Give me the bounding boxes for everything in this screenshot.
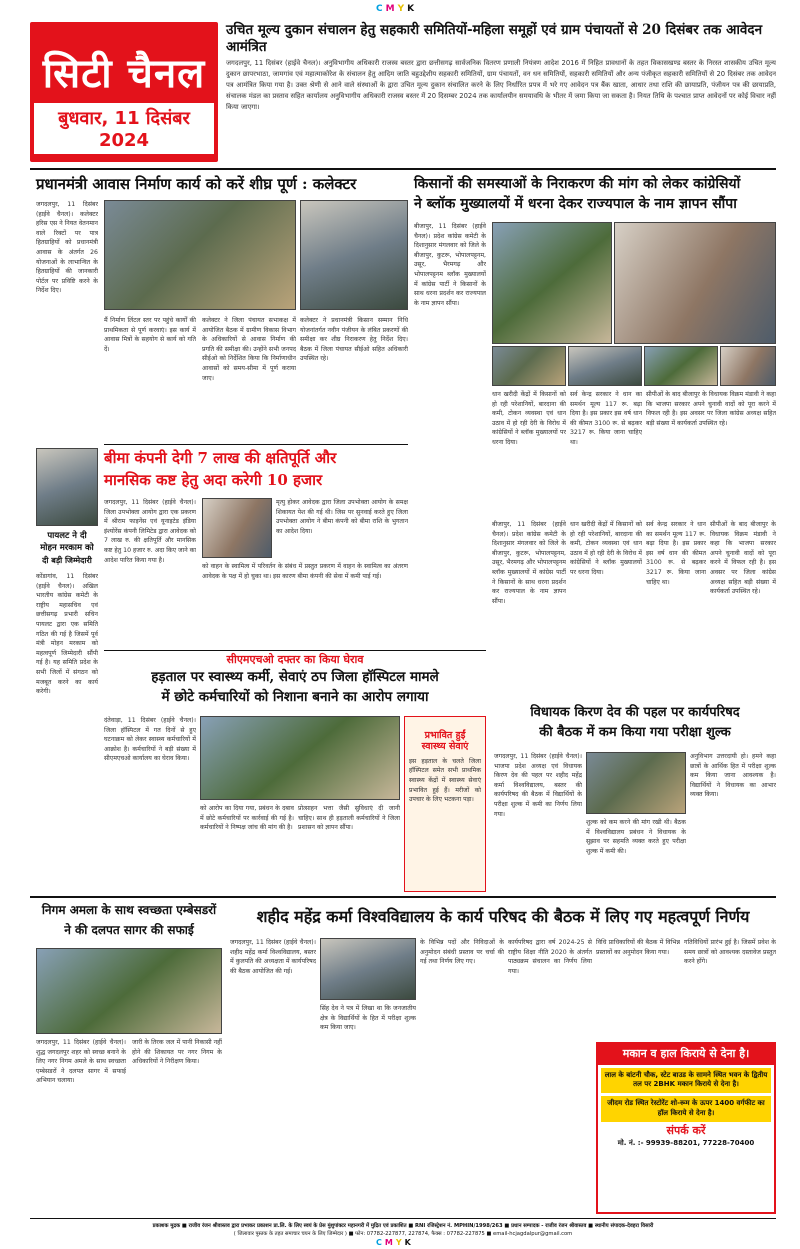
- congress-photo-2: [614, 222, 776, 344]
- congress-col4: सीपीओं के बाद बीजापुर के विधायक विक्रम मंडावी ने कहा कि भाजपा सरकार अपने चुनावी वादों को पूरा करने में विफल रही है। इस अवसर पर जिला कांग्रेस अध्यक्ष सहित बड़ी संख्या में कार्यकर्ता उपस्थित रहे।: [646, 391, 776, 427]
- cmho-col3: प्रोत्साहन भत्ता जैसी सुविधाएं दी जानी चाहिए। साथ ही हड़ताली कर्मचारियों ने जिला प्रशासन को ज्ञापन सौंपा।: [298, 805, 400, 832]
- insurance-photo: [202, 498, 272, 558]
- top-story-headline: उचित मूल्य दुकान संचालन हेतु सहकारी समितियों-महिला समूहों एवं ग्राम पंचायतों से 20 दिसंबर तक आवेदन आमंत्रित: [226, 22, 763, 55]
- cmyk-bottom-mark: CMYK: [376, 1238, 414, 1247]
- congress-photo-6: [720, 346, 776, 386]
- pmay-photo: [104, 200, 296, 310]
- cleanliness-photo: [36, 948, 222, 1034]
- cleanliness-headline-1: निगम अमला के साथ स्वच्छता एम्बेसडरों: [41, 903, 217, 917]
- divider: [30, 896, 776, 898]
- cmho-photo: [200, 716, 400, 800]
- congress-col8: सीपीओं के बाद बीजापुर के विधायक विक्रम मंडावी ने कहा कि भाजपा सरकार अपने चुनावी वादों को पूरा करने में विफल रही है। इस अवसर पर जिला कांग्रेस अध्यक्ष सहित बड़ी संख्या में कार्यकर्ता उपस्थित रहे।: [710, 521, 776, 596]
- university-col5: विधि प्राधिकारियों की बैठक में विभिन्न प्रस्तावों का अनुमोदन किया गया।: [596, 939, 680, 956]
- exam-photo: [586, 752, 686, 814]
- cmho-box-title-1: प्रभावित हुईं: [424, 730, 466, 741]
- cmho-box: [404, 716, 486, 892]
- insurance-col1: जगदलपुर, 11 दिसंबर (हाईवे चैनल)। जिला उपभोक्ता आयोग द्वारा एक प्रकरण में श्रीराम फाइनेंस एवं यूनाइटेड इंडिया इंश्योरेंस कंपनी लिमिटेड द्वारा आवेदक को 7 लाख रु. की क्षतिपूर्ति और मानसिक कष्ट हेतु 10 हजार रु. अदा किए जाने का आदेश पारित किया गया है।: [104, 499, 196, 564]
- exam-col2: शुल्क को कम करने की मांग रखी थी। बैठक में विश्वविद्यालय प्रबंधन ने विधायक के सुझाव पर सहमति व्यक्त करते हुए परीक्षा शुल्क में कमी की।: [586, 819, 686, 855]
- congress-headline-2: ने ब्लॉक मुख्यालयों में धरना देकर राज्यपाल के नाम ज्ञापन सौंपा: [414, 196, 737, 212]
- cmho-headline-1: हड़ताल पर स्वास्थ्य कर्मी, सेवाएं ठप जिला हॉस्पिटल मामले: [151, 669, 439, 685]
- exam-col1: जगदलपुर, 11 दिसंबर (हाईवे चैनल)। भाजपा प्रदेश अध्यक्ष एवं विधायक किरण देव की पहल पर शहीद महेंद्र कर्मा विश्वविद्यालय, बस्तर की कार्यपरिषद की बैठक में विद्यार्थियों के परीक्षा शुल्क में कमी का निर्णय लिया गया।: [494, 753, 582, 818]
- congress-col5: बीजापुर, 11 दिसंबर (हाईवे चैनल)। प्रदेश कांग्रेस कमेटी के दिशानुसार मंगलवार को जिले के बीजापुर, कुटरू, भोपालपट्टनम, उसूर, भैरमगढ़ और भोपालपट्टनम ब्लॉक मुख्यालयों में कांग्रेस पार्टी ने किसानों के साथ धरना प्रदर्शन कर राज्यपाल के नाम ज्ञापन सौंपा।: [492, 521, 566, 605]
- profile-caption-1: पायलट ने दी: [47, 531, 87, 541]
- university-col2: सिंह देव ने पत्र में लिखा था कि जनजातीय क्षेत्र के विद्यार्थियों के हित में परीक्षा शुल्क कम किया जाए।: [320, 1005, 416, 1032]
- insurance-col3: को वाहन के स्वामित्व में परिवर्तन के संबंध में प्रस्तुत प्रकरण में वाहन के स्वामित्व का अंतरण आवेदक के पक्ष में हो चुका था। इस कारण बीमा कंपनी की सेवा में कमी पाई गई।: [202, 563, 408, 580]
- pmay-col2: मैं निर्माण लिंटल स्तर पर पहुंचे कार्यों की प्राथमिकता से पूर्ण करवाएं। इस कार्य में आवास मित्रों के सहयोग से कार्य को गति दें।: [104, 317, 196, 353]
- congress-col7: सर्व केन्द्र सरकार ने धान का समर्थन मूल्य 117 रू. बढ़ा दिया है। इस प्रकार इस वर्ष धान की कीमत 3100 रू. से बढ़कर 3217 रू. किया जाना चाहिए था।: [646, 521, 706, 586]
- university-photo: [320, 938, 416, 1000]
- pmay-col3: कलेक्टर ने जिला पंचायत सभाकक्ष में आयोजित बैठक में ग्रामीण विकास विभाग के अधिकारियों से आवास निर्माण की प्रगति की समीक्षा की। उन्होंने सभी जनपद सीईओ को निर्देशित किया कि निर्माणाधीन आवासों को समय-सीमा में पूर्ण कराया जाए।: [202, 317, 296, 382]
- cleanliness-col2: जारी के तिरक जल में पानी निकासी नहीं होने की शिकायत पर नगर निगम के अधिकारियों ने निरीक्षण किया।: [132, 1039, 222, 1066]
- classified-line-2: जीदम रोड स्थित रेस्टोरेंट शो-रूम के ऊपर 1400 वर्गफीट का हॉल किराये से देना है।: [601, 1096, 771, 1122]
- classified-contact: मो. नं. :- 99939-88201, 77228-70400: [617, 1139, 755, 1148]
- profile-caption-2: मोहन मरकाम को: [40, 543, 94, 553]
- pmay-col4: कलेक्टर ने प्रधानमंत्री किसान सम्मान निधि योजनांतर्गत नवीन पंजीयन के लंबित प्रकरणों की समीक्षा कर शीघ्र निराकरण हेतु निर्देश दिए। बैठक में जिला पंचायत सीईओ सहित अधिकारी उपस्थित रहे।: [300, 317, 408, 363]
- congress-col6: धान खरीदी केंद्रों में किसानों को हो रही परेशानियों, बारदाना की कमी, टोकन व्यवस्था एवं धान उठाव में हो रही देरी के विरोध में कांग्रेसियों ने ब्लॉक मुख्यालयों पर धरना दिया।: [570, 521, 642, 577]
- classified-title: मकान व हाल किराये से देना है।: [598, 1044, 774, 1065]
- congress-photo-5: [644, 346, 718, 386]
- masthead-date: बुधवार, 11 दिसंबर 2024: [34, 103, 214, 154]
- congress-col3: सर्व केन्द्र सरकार ने धान का समर्थन मूल्य 117 रू. बढ़ा दिया है। इस प्रकार इस वर्ष धान की कीमत 3100 रू. से बढ़कर 3217 रू. किया जाना चाहिए था।: [570, 391, 642, 447]
- cmho-box-body: इस हड़ताल के चलते जिला हॉस्पिटल समेत सभी प्राथमिक स्वास्थ्य केंद्रों में स्वास्थ्य सेवाएं प्रभावित हुई हैं। मरीजों को उपचार के लिए भटकना पड़ा।: [409, 757, 481, 804]
- profile-body: कोंडागांव, 11 दिसंबर (हाईवे चैनल)। अखिल भारतीय कांग्रेस कमेटी के राष्ट्रीय महासचिव एवं छत्तीसगढ़ प्रभारी सचिन पायलट द्वारा एक समिति गठित की गई है जिसमें पूर्व मंत्री मोहन मरकाम को महत्वपूर्ण जिम्मेदारी सौंपी गई है। यह समिति प्रदेश के सभी जिलों में संगठन को मजबूत करने का कार्य करेगी।: [36, 573, 98, 696]
- cmho-box-title-2: स्वास्थ्य सेवाएं: [421, 740, 469, 752]
- masthead-title: सिटी चैनल: [42, 50, 206, 97]
- profile-caption-3: दी बड़ी जिम्मेदारी: [42, 555, 92, 565]
- cmho-col1: दंतेवाड़ा, 11 दिसंबर (हाईवे चैनल)। जिला हॉस्पिटल में गत दिनों से हुए घटनाक्रम को लेकर स्वास्थ्य कर्मचारियों में आक्रोश है। कर्मचारियों ने बड़ी संख्या में सीएमएचओ कार्यालय का घेराव किया।: [104, 717, 196, 763]
- footer-line-2: ( जिलावार पुस्तक के तहत समाचार चयन के लिए जिम्मेदार ) ■ फोन: 07782-227877, 227874, फैक्स : 07782-227875 ■ email-hcjagdalpur@gmail.com: [233, 1231, 573, 1237]
- exam-headline-2: की बैठक में कम किया गया परीक्षा शुल्क: [539, 725, 731, 740]
- insurance-headline-2: मानसिक कष्ट हेतु अदा करेगी 10 हजार: [104, 471, 323, 489]
- classified-ad: [596, 1042, 776, 1214]
- exam-headline-1: विधायक किरण देव की पहल पर कार्यपरिषद: [530, 705, 740, 720]
- insurance-headline-1: बीमा कंपनी देगी 7 लाख की क्षतिपूर्ति और: [104, 449, 337, 467]
- classified-contact-label: संपर्क करें: [666, 1123, 706, 1137]
- masthead: [30, 22, 218, 162]
- cleanliness-col1: जगदलपुर, 11 दिसंबर (हाईवे चैनल)। शुद्ध जगदलपुर शहर को स्वच्छ बनाने के लिए नगर निगम अमले के साथ स्वच्छता एम्बेसडरों ने दलपत सागर में सफाई अभियान चलाया।: [36, 1039, 126, 1085]
- cmho-col2: को आरोप का दिया गया, प्रबंधन के दबाव में छोटे कर्मचारियों पर कार्रवाई की गई है। कर्मचारियों ने निष्पक्ष जांच की मांग की है।: [200, 805, 294, 832]
- university-col1: जगदलपुर, 11 दिसंबर (हाईवे चैनल)। शहीद महेंद्र कर्मा विश्वविद्यालय, बस्तर में कुलपति की अध्यक्षता में कार्यपरिषद की बैठक आयोजित की गई।: [230, 939, 316, 975]
- pmay-photo-2: [300, 200, 408, 310]
- cmyk-top-mark: CMYK: [376, 4, 418, 14]
- university-col6: गतिविधियों प्रारंभ हुई है। जिसमें प्रवेश के समय छात्रों को आवश्यक दस्तावेज प्रस्तुत करने होंगे।: [684, 939, 776, 966]
- divider: [30, 168, 776, 170]
- congress-col1: बीजापुर, 11 दिसंबर (हाईवे चैनल)। प्रदेश कांग्रेस कमेटी के दिशानुसार मंगलवार को जिले के बीजापुर, कुटरू, भोपालपट्टनम, उसूर, भैरमगढ़ और भोपालपट्टनम ब्लॉक मुख्यालयों में कांग्रेस पार्टी ने किसानों के साथ धरना प्रदर्शन कर राज्यपाल के नाम ज्ञापन सौंपा।: [414, 223, 486, 307]
- exam-col3: अनुविभाग उत्तरदायी हो। हमने कहा छात्रों के आर्थिक हित में परीक्षा शुल्क कम किया जाना आवश्यक है। विद्यार्थियों ने विधायक का आभार व्यक्त किया।: [690, 753, 776, 799]
- congress-headline-1: किसानों की समस्याओं के निराकरण की मांग को लेकर कांग्रेसियों: [414, 176, 741, 192]
- top-story-body: जगदलपुर, 11 दिसंबर (हाईवे चैनल)। अनुविभागीय अधिकारी राजस्व बस्तर द्वारा छत्तीसगढ़ सार्वजनिक वितरण प्रणाली नियंत्रण आदेश 2016 में निहित प्रावधानों के तहत विकासखण्ड बस्तर के निरस्त शासकीय उचित मूल्य दुकान छापरभाठा, जामगांव एवं महात्माकोरेश के संचालन हेतु आदिम जाति बहुउद्देशीय सहकारी समितियों, ग्राम पंचायतों, वन धन समितियों, सहकारी समितियों और अन्य पंजीकृत सहकारी समितियों से 20 दिसंबर तक आवेदन पत्र आमंत्रित किया गया है। उक्त श्रेणी से आने वाले संस्थाओं के द्वारा उचित मूल्य दुकान संचालित करने के लिए निर्धारित प्रपत्र में भरे गए आवेदन पत्र बैंक खाता, आधार तथा राशि की छायाप्रति, पंजीयन पत्र की छायाप्रति, संचालक मंडल का प्रस्ताव सहित कार्यालय अनुविभागीय अधिकारी राजस्व बस्तर में 20 दिसम्बर 2024 तक कार्यालयीन समयावधि के भीतर में जमा किया जा सकता है। नियत तिथि के पश्चात प्राप्त आवेदनों पर कोई विचार नहीं किया जाएगा।: [226, 59, 776, 111]
- congress-photo-4: [568, 346, 642, 386]
- cmho-headline-2: में छोटे कर्मचारियों को निशाना बनाने का आरोप लगाया: [161, 689, 429, 705]
- profile-photo: [36, 448, 98, 526]
- cleanliness-headline-2: ने की दलपत सागर की सफाई: [64, 923, 194, 937]
- congress-photo-3: [492, 346, 566, 386]
- university-headline: शहीद महेंद्र कर्मा विश्वविद्यालय के कार्य परिषद की बैठक में लिए गए महत्वपूर्ण निर्णय: [256, 907, 750, 926]
- classified-line-1: लाल के बांटनी चौक, स्टेट बाउड के सामने स्थित भवन के द्वितीय तल पर 2BHK मकान किराये से देना है।: [601, 1068, 771, 1094]
- insurance-col2: मृत्यु होकर आवेदक द्वारा जिला उपभोक्ता आयोग के समक्ष शिकायत पेश की गई थी। जिस पर सुनवाई करते हुए जिला उपभोक्ता आयोग ने बीमा कंपनी को बीमा राशि के भुगतान का आदेश दिया।: [276, 499, 408, 535]
- pmay-col1: जगदलपुर, 11 दिसंबर (हाईवे चैनल)। कलेक्टर हरिस एस ने नियत वेतनमान वाले रिक्टों पर पात्र हितग्राहियों को प्रधानमंत्री आवास के अंतर्गत 26 योजनाओं के लाभान्वित के हितग्राहियों की जानकारी पोर्टल पर प्रविष्टि करने के निर्देश दिए।: [36, 201, 98, 295]
- divider: [30, 1218, 776, 1219]
- divider: [104, 444, 408, 445]
- congress-photo-1: [492, 222, 612, 344]
- congress-col2: धान खरीदी केंद्रों में किसानों को हो रही परेशानियों, बारदाना की कमी, टोकन व्यवस्था एवं धान उठाव में हो रही देरी के विरोध में कांग्रेसियों ने ब्लॉक मुख्यालयों पर धरना दिया।: [492, 391, 566, 447]
- cmho-kicker: सीएमएचओ दफ्तर का किया घेराव: [226, 653, 364, 666]
- university-col3: के विभिन्न पदों और निविदाओं के अनुमोदन संबंधी प्रस्ताव पर चर्चा की गई तथा निर्णय लिए गए।: [420, 939, 504, 966]
- footer-line-1: प्रकाशक मुद्रक ■ राजीव रंजन श्रीवास्तव द्वारा प्रभाकर प्रकाशन प्रा.लि. के लिए स्वयं के प्रेस मुंशुपांक्टर महानगरी में मुद्रित एवं प्रकाशित ■ RNI रजिस्ट्रेशन नं. MPHIN/1998/263 ■ प्रधान सम्पादक - राजीव रंजन श्रीवास्तव ■ स्थानीय संपादक-देवहरा विसारी: [152, 1223, 654, 1229]
- pmay-headline: प्रधानमंत्री आवास निर्माण कार्य को करें शीघ्र पूर्ण : कलेक्टर: [36, 175, 357, 193]
- divider: [104, 650, 486, 651]
- university-col4: कार्यपरिषद द्वारा वर्ष 2024-25 से राष्ट्रीय शिक्षा नीति 2020 के अंतर्गत पाठ्यक्रम संचालन का निर्णय लिया गया।: [508, 939, 592, 975]
